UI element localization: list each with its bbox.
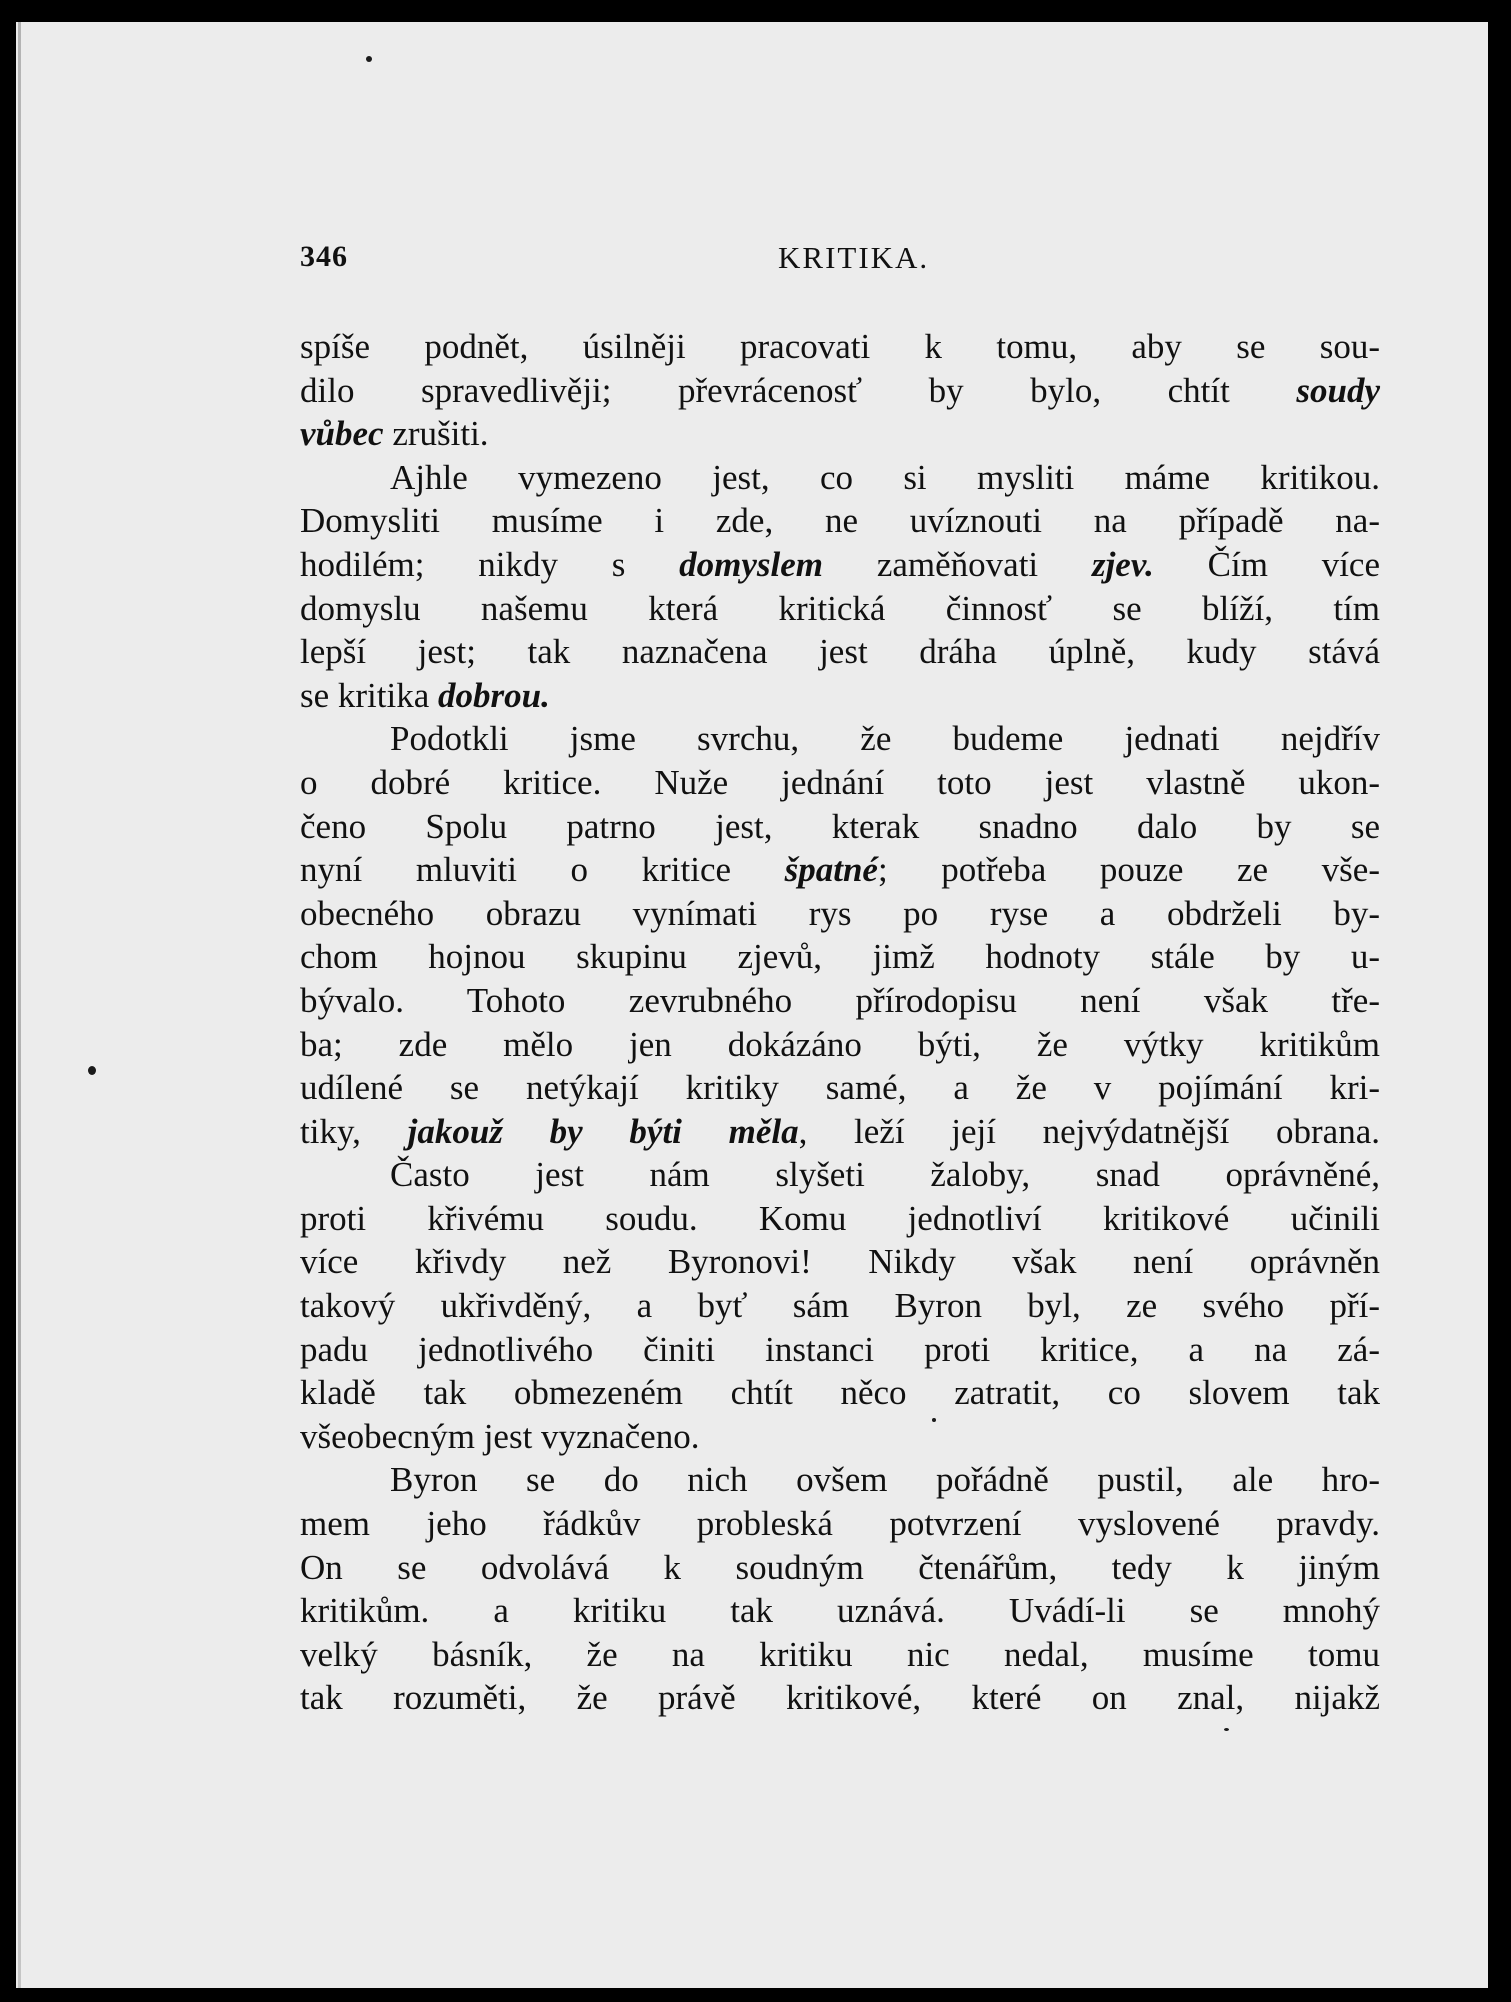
text-segment: padu jednotlivého činiti instanci proti kritice, a na zá- bbox=[300, 1329, 1380, 1369]
text-line bbox=[300, 1328, 1380, 1372]
text-segment: proti křivému soudu. Komu jednotliví kritikové učinili bbox=[300, 1198, 1380, 1238]
text-line bbox=[300, 1415, 1380, 1459]
text-line bbox=[300, 587, 1380, 631]
text-segment: takový ukřivděný, a byť sám Byron byl, ze svého pří- bbox=[300, 1286, 1380, 1326]
italic-text-segment: soudy bbox=[1296, 370, 1380, 410]
scan-speck bbox=[366, 56, 372, 62]
text-segment: Podotkli jsme svrchu, že budeme jednati nejdřív bbox=[390, 719, 1380, 759]
text-line bbox=[300, 1371, 1380, 1415]
text-line bbox=[300, 1197, 1380, 1241]
text-line bbox=[300, 1240, 1380, 1284]
italic-text-segment: vůbec bbox=[300, 414, 384, 454]
text-segment: dilo spravedlivěji; převrácenosť by bylo, chtít bbox=[300, 370, 1297, 410]
text-line bbox=[300, 1676, 1380, 1720]
text-segment: všeobecným jest vyznačeno. bbox=[300, 1416, 700, 1456]
text-line bbox=[300, 1023, 1380, 1067]
text-line bbox=[300, 848, 1380, 892]
text-segment: čeno Spolu patrno jest, kterak snadno dalo by se bbox=[300, 806, 1380, 846]
italic-text-segment: jakouž by býti měla bbox=[407, 1111, 799, 1151]
text-line bbox=[300, 892, 1380, 936]
text-segment: tak rozuměti, že právě kritikové, které on znal, nijakž bbox=[300, 1678, 1380, 1718]
book-page bbox=[16, 22, 1488, 1988]
text-line bbox=[300, 935, 1380, 979]
text-line bbox=[300, 1284, 1380, 1328]
text-segment: ; potřeba pouze ze vše- bbox=[877, 850, 1380, 890]
italic-text-segment: domyslem bbox=[679, 544, 824, 584]
text-line bbox=[300, 674, 1380, 718]
text-segment: mem jeho řádkův probleská potvrzení vyslovené pravdy. bbox=[300, 1504, 1380, 1544]
text-line bbox=[300, 1502, 1380, 1546]
text-line bbox=[300, 543, 1380, 587]
text-segment: On se odvolává k soudným čtenářům, tedy k jiným bbox=[300, 1547, 1380, 1587]
text-segment: hodilém; nikdy s bbox=[300, 544, 680, 584]
text-line bbox=[300, 979, 1380, 1023]
text-segment: kladě tak obmezeném chtít něco zatratit, co slovem tak bbox=[300, 1373, 1380, 1413]
text-line bbox=[300, 761, 1380, 805]
italic-text-segment: zjev. bbox=[1091, 544, 1154, 584]
text-segment: Domysliti musíme i zde, ne uvíznouti na případě na- bbox=[300, 501, 1380, 541]
text-line bbox=[300, 1458, 1380, 1502]
text-segment: Byron se do nich ovšem pořádně pustil, ale hro- bbox=[390, 1460, 1380, 1500]
text-line bbox=[300, 412, 1380, 456]
text-segment: lepší jest; tak naznačena jest dráha úplně, kudy stává bbox=[300, 632, 1380, 672]
text-line bbox=[300, 1589, 1380, 1633]
text-line bbox=[300, 1633, 1380, 1677]
italic-text-segment: špatné bbox=[784, 850, 878, 890]
running-head: KRITIKA. bbox=[778, 240, 930, 275]
text-segment: Čím více bbox=[1153, 544, 1381, 584]
text-line bbox=[300, 456, 1380, 500]
text-segment: zaměňovati bbox=[823, 544, 1092, 584]
text-line bbox=[300, 369, 1380, 413]
text-segment: , leží její nejvýdatnější obrana. bbox=[798, 1111, 1380, 1151]
binding-edge bbox=[18, 22, 21, 1988]
text-line bbox=[300, 630, 1380, 674]
text-line bbox=[300, 1546, 1380, 1590]
text-segment: Často jest nám slyšeti žaloby, snad oprávněné, bbox=[390, 1155, 1380, 1195]
text-segment: velký básník, že na kritiku nic nedal, musíme tomu bbox=[300, 1634, 1380, 1674]
text-segment: bývalo. Tohoto zevrubného přírodopisu není však tře- bbox=[300, 980, 1380, 1020]
text-segment: domyslu našemu která kritická činnosť se blíží, tím bbox=[300, 588, 1380, 628]
text-segment: se kritika bbox=[300, 675, 439, 715]
text-segment: udílené se netýkají kritiky samé, a že v pojímání kri- bbox=[300, 1068, 1380, 1108]
scan-speck bbox=[88, 1066, 96, 1075]
text-line bbox=[300, 325, 1380, 369]
text-line bbox=[300, 1110, 1380, 1154]
scan-speck bbox=[1224, 1728, 1229, 1731]
text-line bbox=[300, 717, 1380, 761]
text-segment: Ajhle vymezeno jest, co si mysliti máme kritikou. bbox=[390, 457, 1380, 497]
text-segment: zrušiti. bbox=[383, 414, 489, 454]
text-line bbox=[300, 1153, 1380, 1197]
italic-text-segment: dobrou. bbox=[438, 675, 550, 715]
text-line bbox=[300, 1066, 1380, 1110]
text-segment: obecného obrazu vynímati rys po ryse a obdrželi by- bbox=[300, 893, 1380, 933]
text-segment: ba; zde mělo jen dokázáno býti, že výtky kritikům bbox=[300, 1024, 1380, 1064]
text-segment: spíše podnět, úsilněji pracovati k tomu, aby se sou- bbox=[300, 327, 1380, 366]
text-segment: chom hojnou skupinu zjevů, jimž hodnoty stále by u- bbox=[300, 937, 1380, 977]
page-header bbox=[300, 240, 1380, 280]
text-line bbox=[300, 499, 1380, 543]
text-line bbox=[300, 805, 1380, 849]
text-segment: nyní mluviti o kritice bbox=[300, 850, 785, 890]
page-number: 346 bbox=[300, 240, 348, 273]
text-segment: tiky, bbox=[300, 1111, 408, 1151]
text-segment: kritikům. a kritiku tak uznává. Uvádí-li se mnohý bbox=[300, 1591, 1380, 1631]
text-segment: více křivdy než Byronovi! Nikdy však není oprávněn bbox=[300, 1242, 1380, 1282]
text-segment: o dobré kritice. Nuže jednání toto jest vlastně ukon- bbox=[300, 762, 1380, 802]
body-text bbox=[300, 325, 1380, 1720]
